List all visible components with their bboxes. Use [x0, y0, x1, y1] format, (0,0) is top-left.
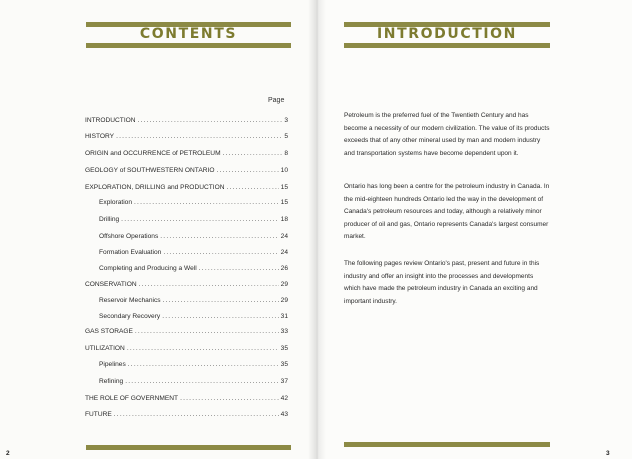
toc-entry-page: 26 [280, 265, 288, 272]
toc-entry-title: Exploration [99, 199, 132, 206]
toc-entry-title: ORIGIN and OCCURRENCE of PETROLEUM [85, 150, 221, 157]
toc-entry-title: Pipelines [99, 361, 126, 368]
toc-leader-dots [163, 297, 279, 304]
toc-entry-page: 35 [280, 361, 288, 368]
toc-subentry[interactable] [99, 244, 288, 256]
toc-leader-dots [116, 133, 282, 140]
toc-entry-title: Secondary Recovery [99, 313, 161, 320]
toc-entry-title: Completing and Producing a Well [99, 265, 197, 272]
toc-entry-page: 29 [280, 281, 288, 288]
toc-entry[interactable] [85, 340, 288, 352]
toc-leader-dots [223, 150, 283, 157]
toc-entry-page: 3 [284, 117, 288, 124]
toc-entry-title: Drilling [99, 216, 120, 223]
intro-paragraph-1: Petroleum is the preferred fuel of the Twentieth Century and has become a necessity of our modern civilization. The value of its products exceeds that of any other mineral used by man and modern industry and transportation systems have become dependent upon it. [344, 112, 550, 157]
contents-footer-rule [86, 445, 291, 450]
toc-leader-dots [128, 361, 279, 368]
contents-heading: CONTENTS [139, 26, 238, 42]
left-page-number: 2 [6, 450, 10, 457]
toc-subentry[interactable] [99, 292, 288, 304]
right-page-number: 3 [606, 450, 610, 457]
toc-entry-page: 18 [280, 216, 288, 223]
toc-entry-title: GAS STORAGE [85, 328, 133, 335]
toc-leader-dots [134, 199, 279, 206]
toc-leader-dots [121, 216, 279, 223]
toc-entry-page: 37 [280, 378, 288, 385]
toc-subentry[interactable] [99, 308, 288, 320]
toc-entry-page: 29 [280, 297, 288, 304]
toc-entry-page: 8 [284, 150, 288, 157]
toc-entry[interactable] [85, 390, 288, 402]
toc-leader-dots [180, 395, 279, 402]
toc-leader-dots [138, 117, 283, 124]
toc-entry[interactable] [85, 276, 288, 288]
toc-subentry[interactable] [99, 260, 288, 272]
toc-entry[interactable] [85, 179, 288, 191]
toc-entry-title: EXPLORATION, DRILLING and PRODUCTION [85, 184, 225, 191]
toc-entry-title: THE ROLE OF GOVERNMENT [85, 395, 179, 402]
toc-subentry[interactable] [99, 228, 288, 240]
toc-entry-title: HISTORY [85, 133, 115, 140]
toc-entry-title: CONSERVATION [85, 281, 137, 288]
toc-leader-dots [114, 411, 279, 418]
toc-leader-dots [139, 281, 279, 288]
toc-entry-title: UTILIZATION [85, 345, 125, 352]
toc-entry-title: Reservoir Mechanics [99, 297, 161, 304]
intro-paragraph-2: Ontario has long been a centre for the petroleum industry in Canada. In the mid-eighteen hundreds Ontario led the way in the development of Canada's petroleum resources and today, although a relatively minor producer of oil and gas, Ontario represents Canada's largest consumer market. [344, 183, 550, 241]
toc-entry-page: 10 [280, 167, 288, 174]
toc-entry-page: 15 [280, 184, 288, 191]
toc-entry[interactable] [85, 406, 288, 418]
toc-leader-dots [125, 378, 278, 385]
contents-bottom-rule [86, 43, 291, 48]
toc-entry[interactable] [85, 145, 288, 157]
toc-entry-page: 24 [280, 233, 288, 240]
toc-entry-title: GEOLOGY of SOUTHWESTERN ONTARIO [85, 167, 215, 174]
toc-entry-page: 31 [280, 313, 288, 320]
toc-entry-title: Formation Evaluation [99, 249, 162, 256]
intro-paragraph-3: The following pages review Ontario's past, present and future in this industry and offer an insight into the processes and developments which have made the petroleum industry in Canada an exciting and important industry. [344, 260, 540, 305]
toc-entry[interactable] [85, 162, 288, 174]
toc-entry-title: Refining [99, 378, 124, 385]
toc-leader-dots [199, 265, 279, 272]
toc-leader-dots [226, 184, 278, 191]
toc-leader-dots [160, 233, 278, 240]
toc-entry-page: 42 [280, 395, 288, 402]
toc-subentry[interactable] [99, 373, 288, 385]
book-gutter [308, 0, 326, 459]
toc-leader-dots [216, 167, 278, 174]
toc-entry-title: INTRODUCTION [85, 117, 136, 124]
toc-subentry[interactable] [99, 211, 288, 223]
toc-leader-dots [162, 313, 278, 320]
introduction-heading: INTRODUCTION [377, 26, 517, 42]
toc-subentry[interactable] [99, 194, 288, 206]
toc-entry-page: 15 [280, 199, 288, 206]
introduction-bottom-rule [344, 43, 550, 48]
toc-entry[interactable] [85, 128, 288, 140]
toc-entry-page: 35 [280, 345, 288, 352]
toc-entry[interactable] [85, 112, 288, 124]
toc-entry-page: 43 [280, 411, 288, 418]
toc-subentry[interactable] [99, 356, 288, 368]
introduction-footer-rule [344, 442, 550, 447]
toc-entry-title: Offshore Operations [99, 233, 159, 240]
toc-entry-title: FUTURE [85, 411, 112, 418]
toc-leader-dots [163, 249, 278, 256]
toc-entry[interactable] [85, 323, 288, 335]
toc-entry-page: 33 [280, 328, 288, 335]
toc-entry-page: 24 [280, 249, 288, 256]
toc-leader-dots [127, 345, 279, 352]
page-column-label: Page [268, 97, 285, 104]
toc-entry-page: 5 [284, 133, 288, 140]
toc-leader-dots [135, 328, 279, 335]
